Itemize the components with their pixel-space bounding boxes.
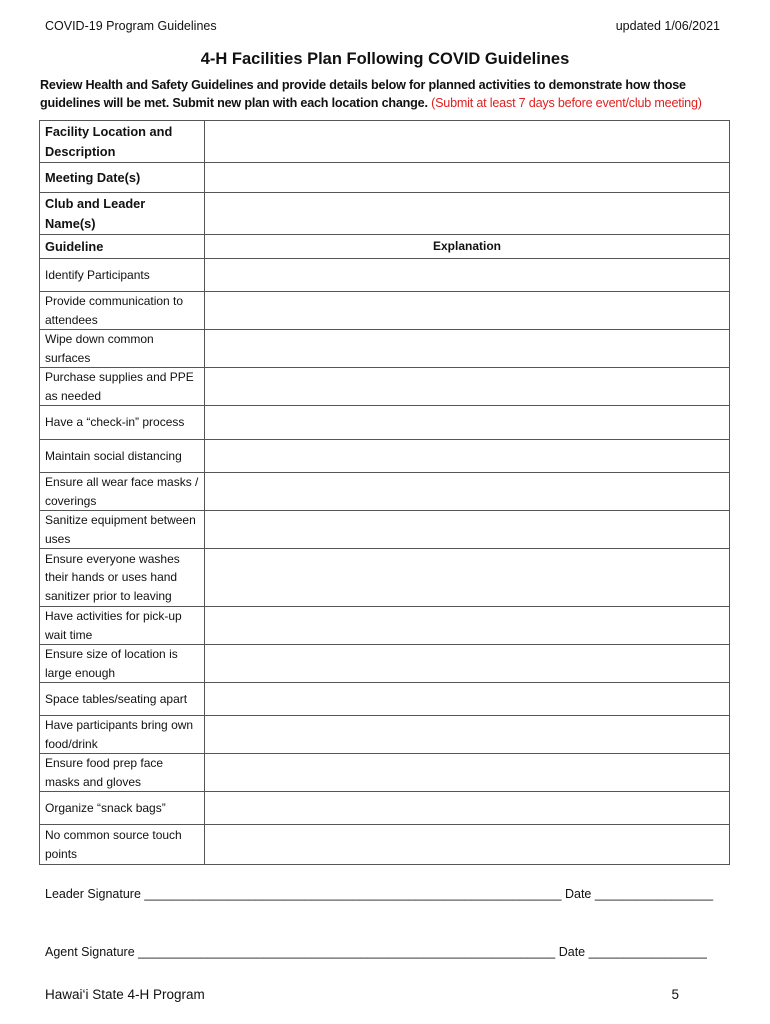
guideline-text: Purchase supplies and PPE as needed [40,368,205,406]
club-leader-field[interactable] [205,193,730,235]
guideline-row [40,607,730,645]
guideline-row [40,259,730,292]
guideline-text: Maintain social distancing [40,440,205,473]
guideline-text: Have activities for pick-up wait time [40,607,205,645]
explanation-field[interactable] [205,368,730,406]
guideline-text: Sanitize equipment between uses [40,511,205,549]
header-program-title: COVID-19 Program Guidelines [45,19,217,33]
intro-text: Review Health and Safety Guidelines and provide details below for planned activities to demonstrate how those guidelines will be met. Submit new plan with each location change. [40,78,686,110]
document-title: 4-H Facilities Plan Following COVID Guidelines [200,50,570,68]
guideline-text: Provide communication to attendees [40,292,205,330]
guideline-row [40,549,730,607]
guideline-text: Identify Participants [40,259,205,292]
explanation-field[interactable] [205,259,730,292]
guideline-row [40,645,730,683]
guideline-row [40,368,730,406]
guideline-row [40,716,730,754]
guideline-row [40,406,730,440]
guideline-row [40,754,730,792]
guideline-text: Ensure everyone washes their hands or uses hand sanitizer prior to leaving [40,549,205,607]
guideline-text: Wipe down common surfaces [40,330,205,368]
explanation-field[interactable] [205,292,730,330]
guideline-text: Space tables/seating apart [40,683,205,716]
explanation-field[interactable] [205,683,730,716]
guideline-text: Have participants bring own food/drink [40,716,205,754]
guideline-row [40,683,730,716]
club-leader-label: Club and Leader Name(s) [40,193,205,235]
guideline-row [40,825,730,865]
guideline-row [40,330,730,368]
facility-location-label: Facility Location and Description [40,121,205,163]
agent-signature-line[interactable]: Agent Signature ____________________________________________________________ Date _________________ [45,945,707,959]
guideline-row [40,292,730,330]
meeting-dates-row [40,163,730,193]
club-leader-row [40,193,730,235]
explanation-field[interactable] [205,716,730,754]
guideline-row [40,473,730,511]
explanation-column-header: Explanation [205,235,730,259]
facility-location-row [40,121,730,163]
leader-signature-line[interactable]: Leader Signature ____________________________________________________________ Date _________________ [45,887,714,901]
column-header-row [40,235,730,259]
meeting-dates-label: Meeting Date(s) [40,163,205,193]
explanation-field[interactable] [205,645,730,683]
guideline-column-header: Guideline [40,235,205,259]
guideline-row [40,792,730,825]
guideline-text: No common source touch points [40,825,205,865]
footer-program-name: Hawai‘i State 4-H Program [45,987,205,1002]
page-number: 5 [671,987,679,1002]
facility-location-field[interactable] [205,121,730,163]
facilities-plan-table [39,120,730,865]
guideline-row [40,440,730,473]
intro-deadline-note: (Submit at least 7 days before event/club meeting) [431,96,702,110]
guideline-text: Ensure size of location is large enough [40,645,205,683]
meeting-dates-field[interactable] [205,163,730,193]
explanation-field[interactable] [205,825,730,865]
explanation-field[interactable] [205,440,730,473]
guideline-text: Ensure food prep face masks and gloves [40,754,205,792]
guideline-text: Organize “snack bags” [40,792,205,825]
guideline-text: Ensure all wear face masks / coverings [40,473,205,511]
guideline-text: Have a “check-in” process [40,406,205,440]
explanation-field[interactable] [205,549,730,607]
intro-paragraph [40,76,730,112]
explanation-field[interactable] [205,607,730,645]
explanation-field[interactable] [205,754,730,792]
explanation-field[interactable] [205,330,730,368]
guideline-row [40,511,730,549]
explanation-field[interactable] [205,473,730,511]
explanation-field[interactable] [205,406,730,440]
explanation-field[interactable] [205,792,730,825]
explanation-field[interactable] [205,511,730,549]
header-updated-date: updated 1/06/2021 [615,19,720,33]
